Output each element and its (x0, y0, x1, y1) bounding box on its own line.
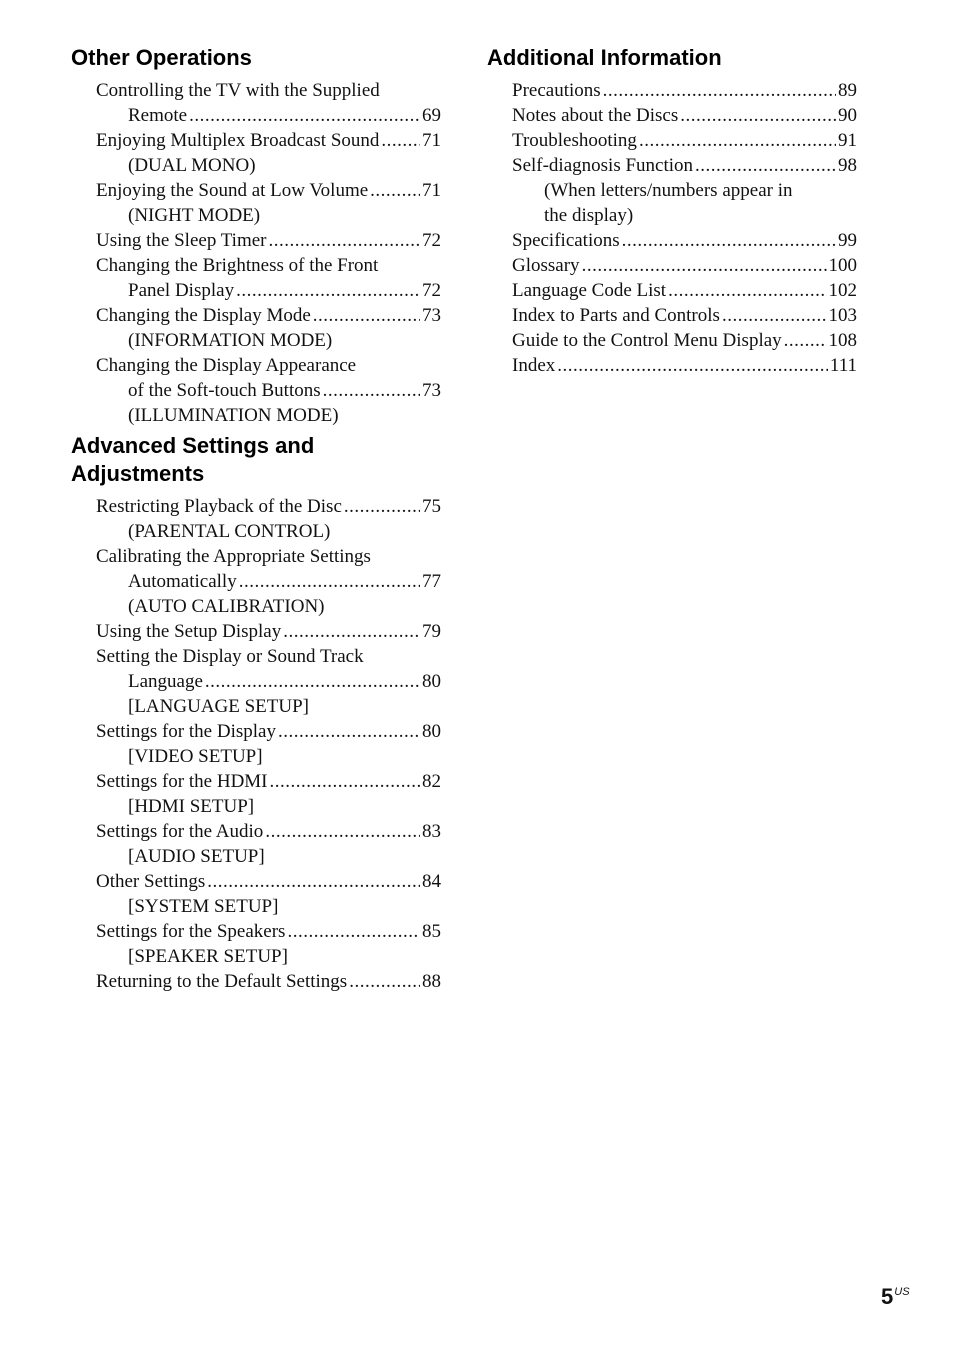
toc-entry-line (512, 253, 857, 278)
entry-title: Language (128, 671, 203, 692)
entry-title: (NIGHT MODE) (128, 205, 261, 226)
entry-title: Changing the Display Mode (96, 305, 311, 326)
dot-leader (622, 228, 836, 253)
page-number-suffix: US (894, 1286, 910, 1298)
toc-entry-line (512, 78, 857, 103)
page-ref: 71 (422, 180, 441, 201)
toc-entry-line (96, 353, 441, 378)
toc-entry-line (96, 694, 441, 719)
toc-entry[interactable] (96, 969, 441, 994)
entry-title: Troubleshooting (512, 130, 637, 151)
toc-entry[interactable] (96, 644, 441, 719)
toc-entry-line (96, 203, 441, 228)
entry-title: Glossary (512, 255, 580, 276)
dot-leader (349, 969, 420, 994)
toc-entry-line (96, 944, 441, 969)
dot-leader (283, 619, 420, 644)
dot-leader (265, 819, 420, 844)
toc-entry[interactable] (96, 919, 441, 969)
entry-title: Panel Display (128, 280, 235, 301)
entry-title: [LANGUAGE SETUP] (128, 696, 310, 717)
toc-entry-line (96, 103, 441, 128)
toc-section-additional-information (487, 44, 857, 378)
toc-entries (487, 78, 857, 378)
dot-leader (268, 228, 420, 253)
dot-leader (557, 353, 828, 378)
page-ref: 80 (422, 721, 441, 742)
toc-entry[interactable] (512, 253, 857, 278)
dot-leader (207, 869, 420, 894)
toc-entry-line (96, 894, 441, 919)
toc-entry-line (96, 619, 441, 644)
page-ref: 108 (828, 330, 857, 351)
entry-title: Index to Parts and Controls (512, 305, 720, 326)
toc-entry-line (512, 278, 857, 303)
page-ref: 84 (422, 871, 441, 892)
section-heading: Other Operations (71, 45, 252, 70)
toc-right-column (487, 44, 857, 378)
toc-entry[interactable] (512, 228, 857, 253)
entry-title: Index (512, 355, 556, 376)
entry-title: Guide to the Control Menu Display (512, 330, 782, 351)
page-ref: 77 (422, 571, 441, 592)
toc-entry-line (96, 794, 441, 819)
entry-title: Enjoying the Sound at Low Volume (96, 180, 369, 201)
page-ref: 102 (828, 280, 857, 301)
entry-title: Setting the Display or Sound Track (96, 646, 364, 667)
entry-title: (When letters/numbers appear in (544, 180, 793, 201)
entry-title: Remote (128, 105, 188, 126)
dot-leader (695, 153, 836, 178)
dot-leader (784, 328, 827, 353)
toc-entry[interactable] (96, 769, 441, 819)
dot-leader (668, 278, 826, 303)
toc-entry[interactable] (96, 819, 441, 869)
toc-entry-line (96, 594, 441, 619)
entry-title: Specifications (512, 230, 620, 251)
toc-entry-line (96, 278, 441, 303)
page-ref: 90 (838, 105, 857, 126)
toc-entry-line (96, 969, 441, 994)
toc-entry-line (96, 844, 441, 869)
toc-entry-line (96, 303, 441, 328)
toc-entry-line (512, 103, 857, 128)
entry-title: Controlling the TV with the Supplied (96, 80, 380, 101)
entry-title: of the Soft-touch Buttons (128, 380, 321, 401)
toc-entry-line (96, 819, 441, 844)
entry-title: (INFORMATION MODE) (128, 330, 333, 351)
toc-entry-line (96, 328, 441, 353)
entry-title: Calibrating the Appropriate Settings (96, 546, 371, 567)
page-number (881, 1284, 910, 1310)
toc-entry[interactable] (512, 303, 857, 328)
page-ref: 73 (422, 305, 441, 326)
toc-entry[interactable] (96, 253, 441, 303)
entry-title: Changing the Brightness of the Front (96, 255, 379, 276)
toc-entry-line (512, 228, 857, 253)
toc-entry-line (512, 178, 857, 203)
entry-title: Settings for the Display (96, 721, 276, 742)
entry-title: Settings for the HDMI (96, 771, 268, 792)
page-number-value: 5 (881, 1284, 894, 1309)
page-ref: 79 (422, 621, 441, 642)
dot-leader (722, 303, 827, 328)
dot-leader (603, 78, 836, 103)
toc-entry[interactable] (96, 303, 441, 353)
dot-leader (370, 178, 420, 203)
entry-title: Notes about the Discs (512, 105, 679, 126)
dot-leader (313, 303, 420, 328)
entry-title: [VIDEO SETUP] (128, 746, 263, 767)
dot-leader (680, 103, 836, 128)
page-ref: 98 (838, 155, 857, 176)
entry-title: Language Code List (512, 280, 667, 301)
entry-title: (ILLUMINATION MODE) (128, 405, 339, 426)
entry-title: Other Settings (96, 871, 206, 892)
entry-title: Changing the Display Appearance (96, 355, 357, 376)
dot-leader (323, 378, 420, 403)
toc-entries (71, 494, 441, 994)
toc-entry[interactable] (512, 103, 857, 128)
entry-title: Using the Sleep Timer (96, 230, 267, 251)
entry-title: Returning to the Default Settings (96, 971, 348, 992)
toc-entry-line (96, 78, 441, 103)
page-ref: 99 (838, 230, 857, 251)
toc-entry-line (96, 128, 441, 153)
page-ref: 80 (422, 671, 441, 692)
toc-entry-line (512, 328, 857, 353)
entry-title: [SPEAKER SETUP] (128, 946, 288, 967)
page-ref: 88 (422, 971, 441, 992)
page-ref: 100 (828, 255, 857, 276)
page-ref: 83 (422, 821, 441, 842)
entry-title: Using the Setup Display (96, 621, 282, 642)
dot-leader (239, 569, 420, 594)
toc-entry-line (96, 544, 441, 569)
toc-entry[interactable] (512, 128, 857, 153)
section-heading: Additional Information (487, 45, 722, 70)
page-ref: 91 (838, 130, 857, 151)
toc-entry-line (96, 494, 441, 519)
dot-leader (344, 494, 420, 519)
entry-title: (PARENTAL CONTROL) (128, 521, 331, 542)
toc-entry[interactable] (512, 78, 857, 103)
dot-leader (270, 769, 420, 794)
toc-entry[interactable] (512, 353, 857, 378)
toc-entry-line (96, 228, 441, 253)
page-ref: 75 (422, 496, 441, 517)
page-ref: 89 (838, 80, 857, 101)
toc-entry[interactable] (96, 78, 441, 128)
toc-entry[interactable] (96, 178, 441, 228)
toc-entry[interactable] (96, 353, 441, 428)
page-ref: 72 (422, 230, 441, 251)
toc-entries (71, 78, 441, 428)
toc-entry-line (96, 178, 441, 203)
toc-entry[interactable] (96, 619, 441, 644)
entry-title: Precautions (512, 80, 601, 101)
toc-entry[interactable] (96, 544, 441, 619)
toc-entry-line (512, 353, 857, 378)
toc-entry-line (96, 403, 441, 428)
page-ref: 72 (422, 280, 441, 301)
toc-entry[interactable] (512, 278, 857, 303)
toc-entry-line (512, 153, 857, 178)
entry-title: Enjoying Multiplex Broadcast Sound (96, 130, 380, 151)
toc-section-other-operations (71, 44, 441, 428)
entry-title: (DUAL MONO) (128, 155, 256, 176)
dot-leader (236, 278, 420, 303)
dot-leader (582, 253, 827, 278)
dot-leader (381, 128, 420, 153)
toc-entry-line (96, 644, 441, 669)
page-ref: 111 (829, 355, 857, 376)
page-ref: 73 (422, 380, 441, 401)
entry-title: [HDMI SETUP] (128, 796, 255, 817)
toc-entry-line (96, 519, 441, 544)
entry-title: Restricting Playback of the Disc (96, 496, 342, 517)
page-ref: 85 (422, 921, 441, 942)
toc-section-advanced-settings-and-adjustments (71, 432, 441, 994)
toc-entry-line (96, 769, 441, 794)
entry-title: Self-diagnosis Function (512, 155, 694, 176)
toc-entry-line (96, 919, 441, 944)
toc-entry-line (512, 203, 857, 228)
toc-entry[interactable] (512, 153, 857, 228)
entry-title: [SYSTEM SETUP] (128, 896, 279, 917)
toc-entry[interactable] (512, 328, 857, 353)
dot-leader (639, 128, 836, 153)
toc-entry-line (96, 869, 441, 894)
page-ref: 103 (828, 305, 857, 326)
dot-leader (205, 669, 420, 694)
dot-leader (278, 719, 420, 744)
toc-entry-line (512, 303, 857, 328)
toc-entry[interactable] (96, 869, 441, 919)
toc-entry-line (96, 569, 441, 594)
toc-entry[interactable] (96, 719, 441, 769)
toc-entry-line (512, 128, 857, 153)
page-ref: 69 (422, 105, 441, 126)
toc-entry[interactable] (96, 228, 441, 253)
toc-entry-line (96, 153, 441, 178)
toc-entry-line (96, 253, 441, 278)
toc-entry[interactable] (96, 494, 441, 544)
page-ref: 71 (422, 130, 441, 151)
entry-title: the display) (544, 205, 634, 226)
toc-entry-line (96, 669, 441, 694)
entry-title: [AUDIO SETUP] (128, 846, 265, 867)
toc-entry[interactable] (96, 128, 441, 178)
entry-title: Settings for the Speakers (96, 921, 286, 942)
toc-left-column (71, 44, 441, 994)
dot-leader (287, 919, 420, 944)
toc-entry-line (96, 719, 441, 744)
dot-leader (189, 103, 420, 128)
page-ref: 82 (422, 771, 441, 792)
entry-title: Automatically (128, 571, 237, 592)
entry-title: (AUTO CALIBRATION) (128, 596, 325, 617)
toc-entry-line (96, 378, 441, 403)
entry-title: Settings for the Audio (96, 821, 264, 842)
section-heading: Advanced Settings and Adjustments (71, 433, 315, 486)
toc-entry-line (96, 744, 441, 769)
